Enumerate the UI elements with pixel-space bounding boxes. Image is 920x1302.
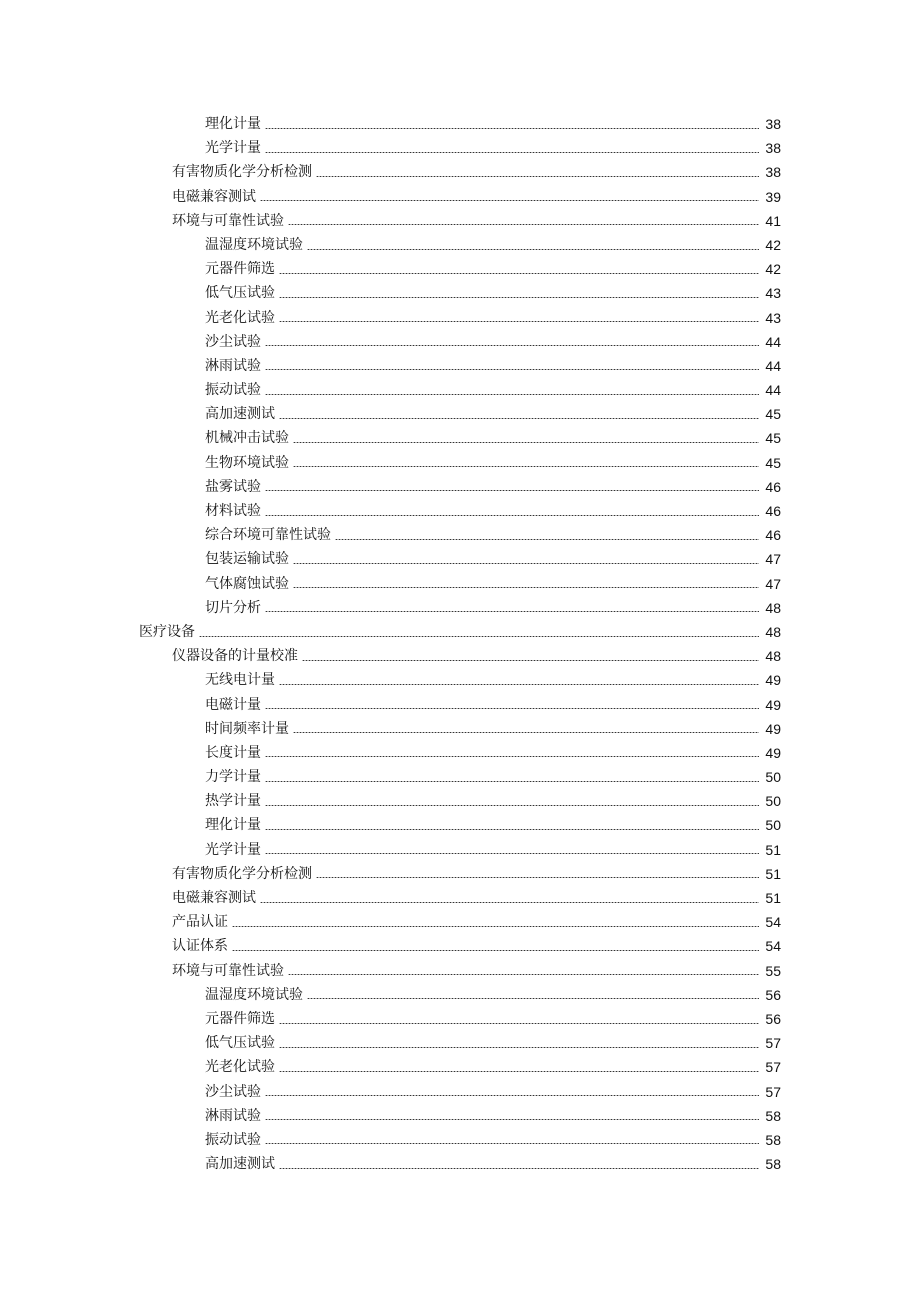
toc-entry-page-number: 46 bbox=[765, 527, 781, 544]
dot-leader bbox=[260, 902, 759, 903]
toc-entry-page-number: 41 bbox=[765, 212, 781, 229]
dot-leader bbox=[260, 200, 759, 201]
dot-leader bbox=[279, 297, 759, 298]
toc-entry[interactable] bbox=[205, 693, 781, 717]
toc-entry-page-number: 58 bbox=[765, 1107, 781, 1124]
dot-leader bbox=[293, 587, 759, 588]
toc-entry-label: 时间频率计量 bbox=[205, 720, 289, 737]
toc-entry-label: 生物环境试验 bbox=[205, 454, 289, 471]
toc-entry-page-number: 42 bbox=[765, 236, 781, 253]
toc-entry[interactable] bbox=[172, 160, 781, 184]
dot-leader bbox=[265, 345, 759, 346]
dot-leader bbox=[265, 805, 759, 806]
toc-entry-page-number: 47 bbox=[765, 551, 781, 568]
toc-entry[interactable] bbox=[205, 547, 781, 571]
toc-entry-page-number: 54 bbox=[765, 914, 781, 931]
dot-leader bbox=[199, 636, 759, 637]
toc-entry-page-number: 43 bbox=[765, 285, 781, 302]
toc-entry-page-number: 46 bbox=[765, 478, 781, 495]
toc-entry-label: 淋雨试验 bbox=[205, 357, 261, 374]
toc-entry[interactable] bbox=[205, 306, 781, 330]
toc-entry[interactable] bbox=[205, 717, 781, 741]
dot-leader bbox=[279, 418, 759, 419]
toc-entry[interactable] bbox=[205, 233, 781, 257]
toc-entry[interactable] bbox=[205, 741, 781, 765]
toc-entry-page-number: 58 bbox=[765, 1156, 781, 1173]
toc-entry-page-number: 44 bbox=[765, 382, 781, 399]
toc-entry-label: 温湿度环境试验 bbox=[205, 236, 303, 253]
toc-entry[interactable] bbox=[205, 402, 781, 426]
dot-leader bbox=[265, 369, 759, 370]
toc-entry-label: 材料试验 bbox=[205, 503, 261, 519]
dot-leader bbox=[279, 273, 759, 274]
dot-leader bbox=[279, 1047, 759, 1048]
dot-leader bbox=[232, 950, 759, 951]
dot-leader bbox=[279, 684, 759, 685]
dot-leader bbox=[265, 515, 759, 516]
toc-entry-page-number: 49 bbox=[765, 744, 781, 761]
toc-entry-page-number: 38 bbox=[765, 140, 781, 157]
toc-entry-label: 有害物质化学分析检测 bbox=[172, 865, 312, 882]
toc-entry-page-number: 44 bbox=[765, 333, 781, 350]
dot-leader bbox=[265, 708, 759, 709]
toc-entry-page-number: 43 bbox=[765, 309, 781, 326]
dot-leader bbox=[232, 926, 759, 927]
toc-entry-page-number: 49 bbox=[765, 720, 781, 737]
toc-entry[interactable] bbox=[205, 330, 781, 354]
toc-entry[interactable] bbox=[172, 185, 781, 209]
dot-leader bbox=[265, 1119, 759, 1120]
toc-entry[interactable] bbox=[205, 983, 781, 1007]
toc-entry-label: 包装运输试验 bbox=[205, 551, 289, 568]
toc-entry-page-number: 56 bbox=[765, 1010, 781, 1027]
toc-entry-label: 机械冲击试验 bbox=[205, 430, 289, 447]
dot-leader bbox=[335, 539, 759, 540]
toc-entry-label: 淋雨试验 bbox=[205, 1107, 261, 1124]
toc-entry-page-number: 54 bbox=[765, 938, 781, 955]
dot-leader bbox=[288, 974, 759, 975]
toc-entry[interactable] bbox=[205, 281, 781, 305]
toc-entry-label: 光学计量 bbox=[205, 140, 261, 157]
toc-entry-label: 低气压试验 bbox=[205, 1035, 275, 1052]
toc-entry[interactable] bbox=[172, 910, 781, 934]
toc-entry-page-number: 38 bbox=[765, 116, 781, 132]
dot-leader bbox=[265, 781, 759, 782]
toc-entry[interactable] bbox=[205, 1152, 781, 1176]
toc-entry[interactable] bbox=[205, 112, 781, 136]
toc-entry-page-number: 44 bbox=[765, 357, 781, 374]
toc-entry[interactable] bbox=[205, 838, 781, 862]
toc-entry-page-number: 50 bbox=[765, 769, 781, 786]
toc-entry-page-number: 45 bbox=[765, 430, 781, 447]
toc-entry-label: 元器件筛选 bbox=[205, 261, 275, 278]
dot-leader bbox=[265, 829, 759, 830]
dot-leader bbox=[279, 1168, 759, 1169]
toc-entry-label: 沙尘试验 bbox=[205, 1083, 261, 1100]
dot-leader bbox=[265, 1095, 759, 1096]
dot-leader bbox=[316, 877, 759, 878]
toc-entry-page-number: 45 bbox=[765, 454, 781, 471]
toc-entry[interactable] bbox=[205, 354, 781, 378]
toc-entry[interactable] bbox=[205, 765, 781, 789]
toc-entry[interactable] bbox=[205, 136, 781, 160]
toc-entry-page-number: 48 bbox=[765, 599, 781, 616]
toc-entry-label: 光老化试验 bbox=[205, 1059, 275, 1076]
toc-entry-label: 综合环境可靠性试验 bbox=[205, 527, 331, 544]
dot-leader bbox=[265, 611, 759, 612]
toc-entry-label: 无线电计量 bbox=[205, 672, 275, 689]
dot-leader bbox=[279, 1071, 759, 1072]
toc-entry-label: 仪器设备的计量校准 bbox=[172, 648, 298, 665]
toc-entry-label: 电磁兼容测试 bbox=[172, 188, 256, 205]
toc-entry-page-number: 42 bbox=[765, 261, 781, 278]
dot-leader bbox=[265, 853, 759, 854]
toc-entry[interactable] bbox=[172, 209, 781, 233]
toc-entry[interactable] bbox=[172, 644, 781, 668]
toc-entry-label: 沙尘试验 bbox=[205, 333, 261, 350]
toc-entry-label: 产品认证 bbox=[172, 914, 228, 931]
toc-entry[interactable] bbox=[205, 1104, 781, 1128]
toc-entry[interactable] bbox=[205, 378, 781, 402]
dot-leader bbox=[293, 732, 759, 733]
toc-entry-label: 高加速测试 bbox=[205, 1156, 275, 1173]
toc-entry-label: 理化计量 bbox=[205, 116, 261, 132]
toc-entry-label: 振动试验 bbox=[205, 1131, 261, 1148]
toc-entry-label: 环境与可靠性试验 bbox=[172, 962, 284, 979]
toc-entry-label: 盐雾试验 bbox=[205, 478, 261, 495]
toc-entry-page-number: 58 bbox=[765, 1131, 781, 1148]
dot-leader bbox=[307, 249, 759, 250]
toc-entry-page-number: 55 bbox=[765, 962, 781, 979]
toc-entry[interactable] bbox=[205, 789, 781, 813]
toc-entry-page-number: 48 bbox=[765, 648, 781, 665]
dot-leader bbox=[265, 756, 759, 757]
toc-entry-page-number: 50 bbox=[765, 817, 781, 834]
toc-entry[interactable] bbox=[139, 620, 781, 644]
toc-entry[interactable] bbox=[205, 475, 781, 499]
dot-leader bbox=[288, 224, 759, 225]
toc-entry-page-number: 57 bbox=[765, 1035, 781, 1052]
toc-entry-page-number: 49 bbox=[765, 696, 781, 713]
toc-entry-label: 长度计量 bbox=[205, 744, 261, 761]
toc-entry[interactable] bbox=[172, 959, 781, 983]
toc-entry-label: 认证体系 bbox=[172, 938, 228, 955]
toc-entry-page-number: 38 bbox=[765, 164, 781, 181]
toc-entry-page-number: 57 bbox=[765, 1059, 781, 1076]
toc-entry[interactable] bbox=[172, 862, 781, 886]
dot-leader bbox=[265, 490, 759, 491]
toc-entry[interactable] bbox=[205, 668, 781, 692]
toc-entry-page-number: 48 bbox=[765, 623, 781, 640]
dot-leader bbox=[302, 660, 759, 661]
dot-leader bbox=[293, 442, 759, 443]
toc-entry-page-number: 46 bbox=[765, 503, 781, 519]
toc-entry-label: 振动试验 bbox=[205, 382, 261, 399]
toc-entry-label: 热学计量 bbox=[205, 793, 261, 810]
toc-entry-label: 有害物质化学分析检测 bbox=[172, 164, 312, 181]
toc-entry-label: 电磁计量 bbox=[205, 696, 261, 713]
dot-leader bbox=[293, 563, 759, 564]
toc-entry-label: 温湿度环境试验 bbox=[205, 986, 303, 1003]
toc-entry-page-number: 51 bbox=[765, 890, 781, 906]
table-of-contents bbox=[0, 112, 920, 1176]
toc-entry[interactable] bbox=[205, 596, 781, 620]
toc-entry[interactable] bbox=[205, 572, 781, 596]
toc-entry-label: 元器件筛选 bbox=[205, 1010, 275, 1027]
toc-entry[interactable] bbox=[205, 451, 781, 475]
toc-entry[interactable] bbox=[205, 426, 781, 450]
toc-entry-label: 电磁兼容测试 bbox=[172, 890, 256, 906]
toc-entry-label: 光学计量 bbox=[205, 841, 261, 858]
toc-entry-label: 理化计量 bbox=[205, 817, 261, 834]
toc-entry-label: 医疗设备 bbox=[139, 623, 195, 640]
dot-leader bbox=[307, 998, 759, 999]
toc-entry-label: 气体腐蚀试验 bbox=[205, 575, 289, 592]
toc-entry[interactable] bbox=[205, 1128, 781, 1152]
toc-entry-page-number: 49 bbox=[765, 672, 781, 689]
toc-entry[interactable] bbox=[172, 886, 781, 910]
toc-entry-page-number: 51 bbox=[765, 865, 781, 882]
dot-leader bbox=[279, 1023, 759, 1024]
toc-entry[interactable] bbox=[205, 1007, 781, 1031]
toc-entry-page-number: 50 bbox=[765, 793, 781, 810]
toc-entry-label: 高加速测试 bbox=[205, 406, 275, 423]
toc-entry[interactable] bbox=[205, 1080, 781, 1104]
dot-leader bbox=[265, 128, 759, 129]
toc-entry[interactable] bbox=[205, 813, 781, 837]
dot-leader bbox=[316, 176, 759, 177]
dot-leader bbox=[265, 394, 759, 395]
toc-entry-label: 切片分析 bbox=[205, 599, 261, 616]
toc-entry[interactable] bbox=[205, 1055, 781, 1079]
toc-entry[interactable] bbox=[172, 934, 781, 958]
toc-entry-label: 低气压试验 bbox=[205, 285, 275, 302]
toc-entry-page-number: 45 bbox=[765, 406, 781, 423]
toc-entry[interactable] bbox=[205, 499, 781, 523]
toc-entry-page-number: 57 bbox=[765, 1083, 781, 1100]
toc-entry-page-number: 56 bbox=[765, 986, 781, 1003]
toc-entry[interactable] bbox=[205, 257, 781, 281]
dot-leader bbox=[293, 466, 759, 467]
toc-entry-label: 力学计量 bbox=[205, 769, 261, 786]
toc-entry-page-number: 39 bbox=[765, 188, 781, 205]
toc-entry-label: 环境与可靠性试验 bbox=[172, 212, 284, 229]
dot-leader bbox=[279, 321, 759, 322]
toc-entry[interactable] bbox=[205, 1031, 781, 1055]
dot-leader bbox=[265, 152, 759, 153]
toc-entry[interactable] bbox=[205, 523, 781, 547]
toc-entry-page-number: 51 bbox=[765, 841, 781, 858]
toc-entry-page-number: 47 bbox=[765, 575, 781, 592]
toc-entry-label: 光老化试验 bbox=[205, 309, 275, 326]
dot-leader bbox=[265, 1143, 759, 1144]
